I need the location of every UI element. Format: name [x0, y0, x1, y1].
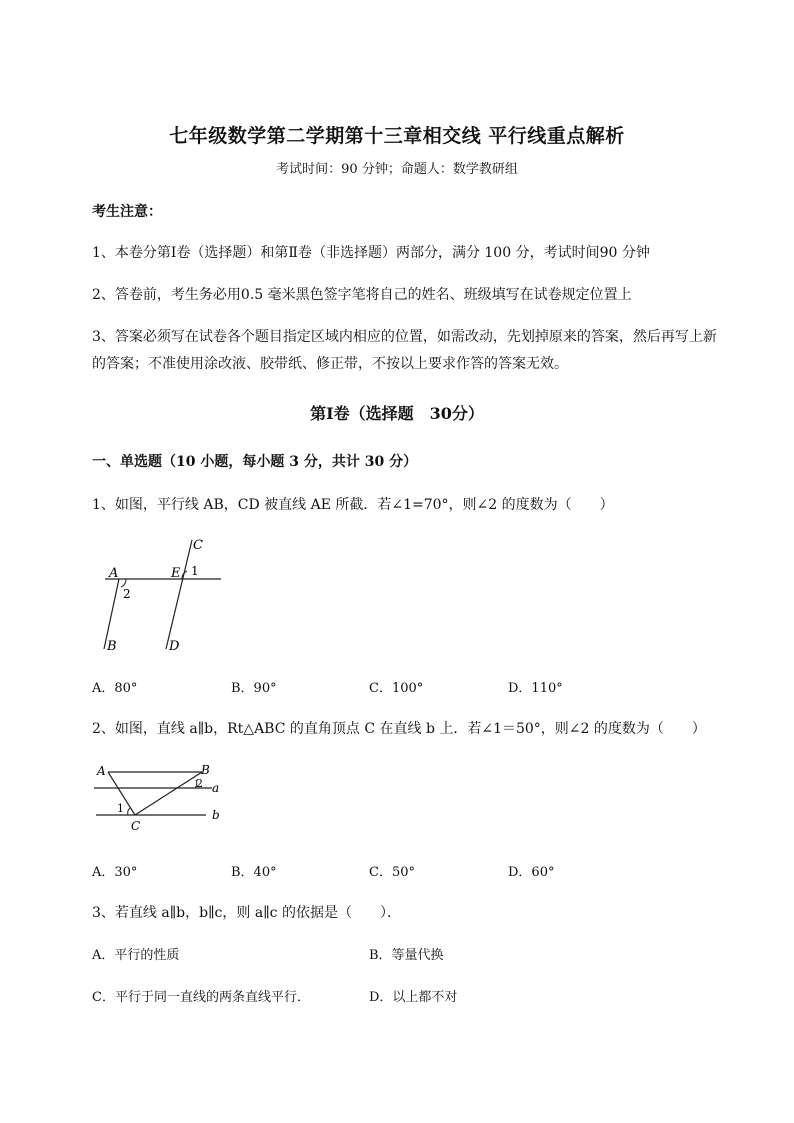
label-angle-2: 2 — [123, 587, 131, 601]
label-b: B — [107, 639, 117, 654]
part-heading: 一、单选题（10 小题，每小题 3 分，共计 30 分） — [92, 454, 418, 470]
question-3-option-d: D．以上都不对 — [369, 990, 458, 1005]
question-3-option-b: B．等量代换 — [369, 948, 444, 963]
question-1-option-b: B．90° — [231, 681, 277, 696]
label-c-point: C — [131, 819, 141, 833]
label-a: A — [109, 566, 119, 581]
label-angle-1: 1 — [191, 564, 199, 578]
question-1-figure — [95, 535, 230, 655]
segment-bc — [135, 772, 202, 815]
question-1-option-a: A．80° — [92, 681, 138, 696]
label-b-point: B — [201, 763, 210, 777]
angle-1-arc — [128, 808, 130, 815]
section-title: 第Ⅰ卷（选择题 30分） — [310, 404, 484, 423]
exam-info: 考试时间：90 分钟；命题人：数学教研组 — [276, 162, 518, 177]
line-cd — [166, 540, 192, 649]
label-a-point: A — [97, 764, 106, 778]
notice-item-1: 1、本卷分第Ⅰ卷（选择题）和第Ⅱ卷（非选择题）两部分，满分 100 分，考试时间90 分钟 — [92, 245, 650, 261]
label-line-a: a — [212, 781, 220, 795]
question-3-option-c: C．平行于同一直线的两条直线平行． — [92, 990, 310, 1005]
label-angle-1: 1 — [117, 802, 124, 815]
label-c: C — [193, 538, 203, 553]
question-2-option-c: C．50° — [369, 865, 415, 880]
question-1-stem: 1、如图，平行线 AB，CD 被直线 AE 所截．若∠1=70°，则∠2 的度数为（ ） — [92, 497, 614, 513]
notice-heading: 考生注意： — [92, 204, 162, 220]
label-line-b: b — [212, 808, 220, 822]
label-d: D — [169, 639, 180, 654]
question-1-option-c: C．100° — [369, 681, 424, 696]
angle-2-arc — [121, 579, 126, 587]
question-2-option-a: A．30° — [92, 865, 138, 880]
question-3-stem: 3、若直线 a∥b，b∥c，则 a∥c 的依据是（ ）． — [92, 905, 401, 921]
question-3-option-a: A．平行的性质 — [92, 948, 180, 963]
notice-item-3-continued: 的答案；不准使用涂改液、胶带纸、修正带，不按以上要求作答的答案无效。 — [92, 356, 568, 372]
question-2-option-d: D．60° — [508, 865, 555, 880]
question-2-figure — [92, 760, 227, 835]
question-2-option-b: B．40° — [231, 865, 277, 880]
notice-item-3: 3、答案必须写在试卷各个题目指定区域内相应的位置，如需改动，先划掉原来的答案，然后再写上新 — [92, 329, 717, 345]
label-angle-2: 2 — [196, 777, 203, 790]
question-1-option-d: D．110° — [508, 681, 563, 696]
question-2-stem: 2、如图，直线 a∥b，Rt△ABC 的直角顶点 C 在直线 b 上．若∠1＝50°，则∠2 的度数为（ ） — [92, 721, 706, 737]
notice-item-2: 2、答卷前，考生务必用0.5 毫米黑色签字笔将自己的姓名、班级填写在试卷规定位置上 — [92, 287, 632, 303]
page-title: 七年级数学第二学期第十三章相交线 平行线重点解析 — [169, 125, 625, 147]
label-e: E — [171, 566, 181, 581]
